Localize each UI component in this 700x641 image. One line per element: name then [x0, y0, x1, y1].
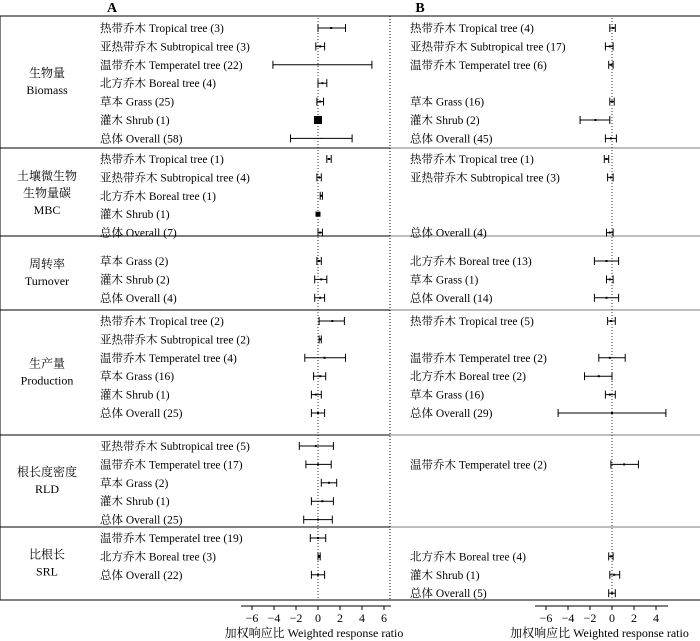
point-estimate [318, 176, 320, 178]
point-estimate [321, 500, 323, 502]
x-tick-label: 0 [315, 611, 321, 625]
point-estimate [321, 82, 323, 84]
row-label: 总体 Overall (22) [100, 569, 183, 582]
point-estimate [319, 297, 321, 299]
point-estimate [320, 195, 322, 197]
group-label-en: Biomass [26, 83, 68, 97]
row-label: 亚热带乔木 Subtropical tree (4) [100, 172, 250, 185]
point-estimate [317, 519, 319, 521]
row-label: 灌木 Shrub (1) [410, 569, 480, 582]
point-estimate [623, 463, 625, 465]
row-label: 草本 Grass (1) [410, 274, 479, 287]
axes-layer [225, 606, 689, 640]
point-estimate [606, 297, 608, 299]
point-estimate [606, 260, 608, 262]
row-label: 草本 Grass (16) [100, 371, 175, 384]
group-label-zh: 根长度密度 [16, 465, 78, 479]
row-label: 热带乔木 Tropical tree (4) [410, 23, 534, 35]
point-estimate [598, 375, 600, 377]
point-estimate [609, 232, 611, 234]
row-label: 亚热带乔木 Subtropical tree (5) [100, 441, 250, 453]
point-estimate [319, 45, 321, 47]
group-label-zh: 周转率 [28, 257, 66, 271]
point-estimate [609, 394, 611, 396]
point-estimate [330, 27, 332, 29]
row-label: 灌木 Shrub (1) [100, 209, 170, 222]
point-estimate [318, 64, 319, 65]
point-estimate [610, 555, 612, 557]
row-label: 亚热带乔木 Subtropical tree (3) [100, 41, 250, 54]
row-label: 热带乔木 Tropical tree (5) [410, 316, 534, 328]
row-label: 总体 Overall (5) [410, 588, 487, 601]
row-label: 灌木 Shrub (2) [410, 115, 480, 127]
row-label: 热带乔木 Tropical tree (1) [410, 154, 534, 166]
row-label: 北方乔木 Boreal tree (4) [410, 551, 526, 564]
point-estimate [317, 574, 319, 576]
row-label: 草本 Grass (2) [100, 256, 169, 268]
point-estimate [317, 463, 319, 465]
group-label-zh: 比根长 [28, 547, 66, 562]
x-axis-title: 加权响应比 Weighted response ratio [224, 626, 404, 640]
row-label: 总体 Overall (25) [100, 514, 183, 527]
labels-layer [17, 1, 566, 600]
row-label: 温带乔木 Temperatel tree (6) [410, 59, 547, 72]
point-estimate [613, 574, 615, 576]
row-label: 热带乔木 Tropical tree (1) [100, 154, 224, 166]
point-estimate [319, 232, 321, 234]
x-tick-label: 2 [337, 611, 343, 625]
group-label-en: Production [20, 373, 74, 388]
point-estimate [606, 158, 608, 160]
point-estimate [595, 119, 597, 121]
row-label: 草本 Grass (25) [100, 96, 175, 109]
row-label: 总体 Overall (4) [410, 227, 487, 240]
x-tick-label: 0 [609, 611, 615, 625]
row-label: 温带乔木 Temperatel tree (17) [100, 459, 243, 472]
x-tick-label: 4 [653, 611, 659, 625]
x-tick-label: −4 [561, 611, 575, 625]
point-estimate [611, 412, 613, 414]
group-label-en: SRL [35, 564, 59, 579]
row-label: 热带乔木 Tropical tree (2) [100, 316, 224, 328]
row-label: 温带乔木 Temperatel tree (19) [100, 533, 243, 545]
row-label: 灌木 Shrub (1) [100, 496, 170, 509]
point-estimate [317, 537, 319, 539]
point-estimate [612, 27, 614, 29]
row-label: 草本 Grass (2) [100, 477, 169, 490]
x-tick-label: 2 [631, 611, 637, 625]
point-estimate [319, 338, 321, 340]
point-estimate [611, 592, 613, 594]
row-label: 温带乔木 Temperatel tree (22) [100, 59, 243, 72]
x-tick-label: −2 [583, 611, 597, 625]
group-label-zh: 生产量 [28, 356, 66, 371]
row-label: 总体 Overall (7) [100, 227, 177, 240]
row-label: 总体 Overall (29) [410, 408, 493, 420]
row-label: 总体 Overall (25) [100, 408, 183, 420]
x-axis-title: 加权响应比 Weighted response ratio [510, 626, 689, 640]
group-label-zh: 生物量 [28, 66, 66, 80]
point-estimate [319, 375, 321, 377]
point-estimate [328, 158, 330, 160]
point-estimate [324, 357, 326, 359]
row-label: 总体 Overall (14) [410, 292, 493, 305]
group-label: 土壤微生物 [16, 169, 78, 183]
point-estimate [321, 138, 322, 139]
row-label: 亚热带乔木 Subtropical tree (2) [100, 334, 250, 347]
row-label: 灌木 Shrub (1) [100, 389, 170, 402]
point-estimate [316, 212, 321, 217]
row-label: 北方乔木 Boreal tree (13) [410, 256, 532, 268]
point-estimate [315, 445, 317, 447]
point-estimate [331, 320, 333, 322]
point-estimate [314, 116, 322, 124]
row-label: 北方乔木 Boreal tree (4) [100, 78, 216, 91]
point-estimate [318, 555, 321, 558]
row-label: 温带乔木 Temperatel tree (2) [410, 352, 547, 365]
point-estimate [320, 278, 322, 280]
point-estimate [610, 137, 612, 139]
group-label-en: RLD [35, 482, 59, 496]
row-label: 亚热带乔木 Subtropical tree (3) [410, 172, 560, 185]
panel-label-b: B [415, 1, 425, 16]
point-estimate [609, 357, 611, 359]
point-estimate [319, 101, 321, 103]
x-tick-label: −2 [289, 611, 303, 625]
point-estimate [609, 278, 611, 280]
point-estimate [328, 482, 330, 484]
row-label: 热带乔木 Tropical tree (3) [100, 23, 224, 35]
panel-label-a: A [106, 1, 118, 16]
x-tick-label: 4 [359, 611, 365, 625]
point-estimate [610, 64, 612, 66]
point-estimate [611, 101, 613, 103]
group-label: 生物量碳 [22, 186, 72, 200]
point-estimate [317, 412, 319, 414]
group-label-en: Turnover [24, 274, 70, 288]
point-estimate [609, 45, 611, 47]
point-estimate [318, 260, 320, 262]
x-tick-label: −6 [245, 611, 259, 625]
row-label: 草本 Grass (16) [410, 389, 485, 402]
row-label: 总体 Overall (4) [100, 292, 177, 305]
row-label: 总体 Overall (58) [100, 133, 183, 146]
point-estimate [315, 394, 317, 396]
row-label: 灌木 Shrub (2) [100, 274, 170, 287]
row-label: 北方乔木 Boreal tree (2) [410, 371, 526, 384]
row-label: 灌木 Shrub (1) [100, 115, 170, 127]
x-tick-label: −4 [267, 611, 281, 625]
row-label: 草本 Grass (16) [410, 96, 485, 109]
point-estimate [610, 176, 612, 178]
row-label: 北方乔木 Boreal tree (1) [100, 190, 216, 203]
x-tick-label: −6 [539, 611, 553, 625]
row-label: 总体 Overall (45) [410, 133, 493, 146]
group-label: MBC [33, 203, 61, 217]
row-label: 温带乔木 Temperatel tree (2) [410, 459, 547, 472]
row-label: 北方乔木 Boreal tree (3) [100, 551, 216, 564]
row-label: 亚热带乔木 Subtropical tree (17) [410, 41, 566, 54]
x-tick-label: 6 [381, 611, 387, 625]
point-estimate [610, 320, 612, 322]
row-label: 温带乔木 Temperatel tree (4) [100, 352, 237, 365]
